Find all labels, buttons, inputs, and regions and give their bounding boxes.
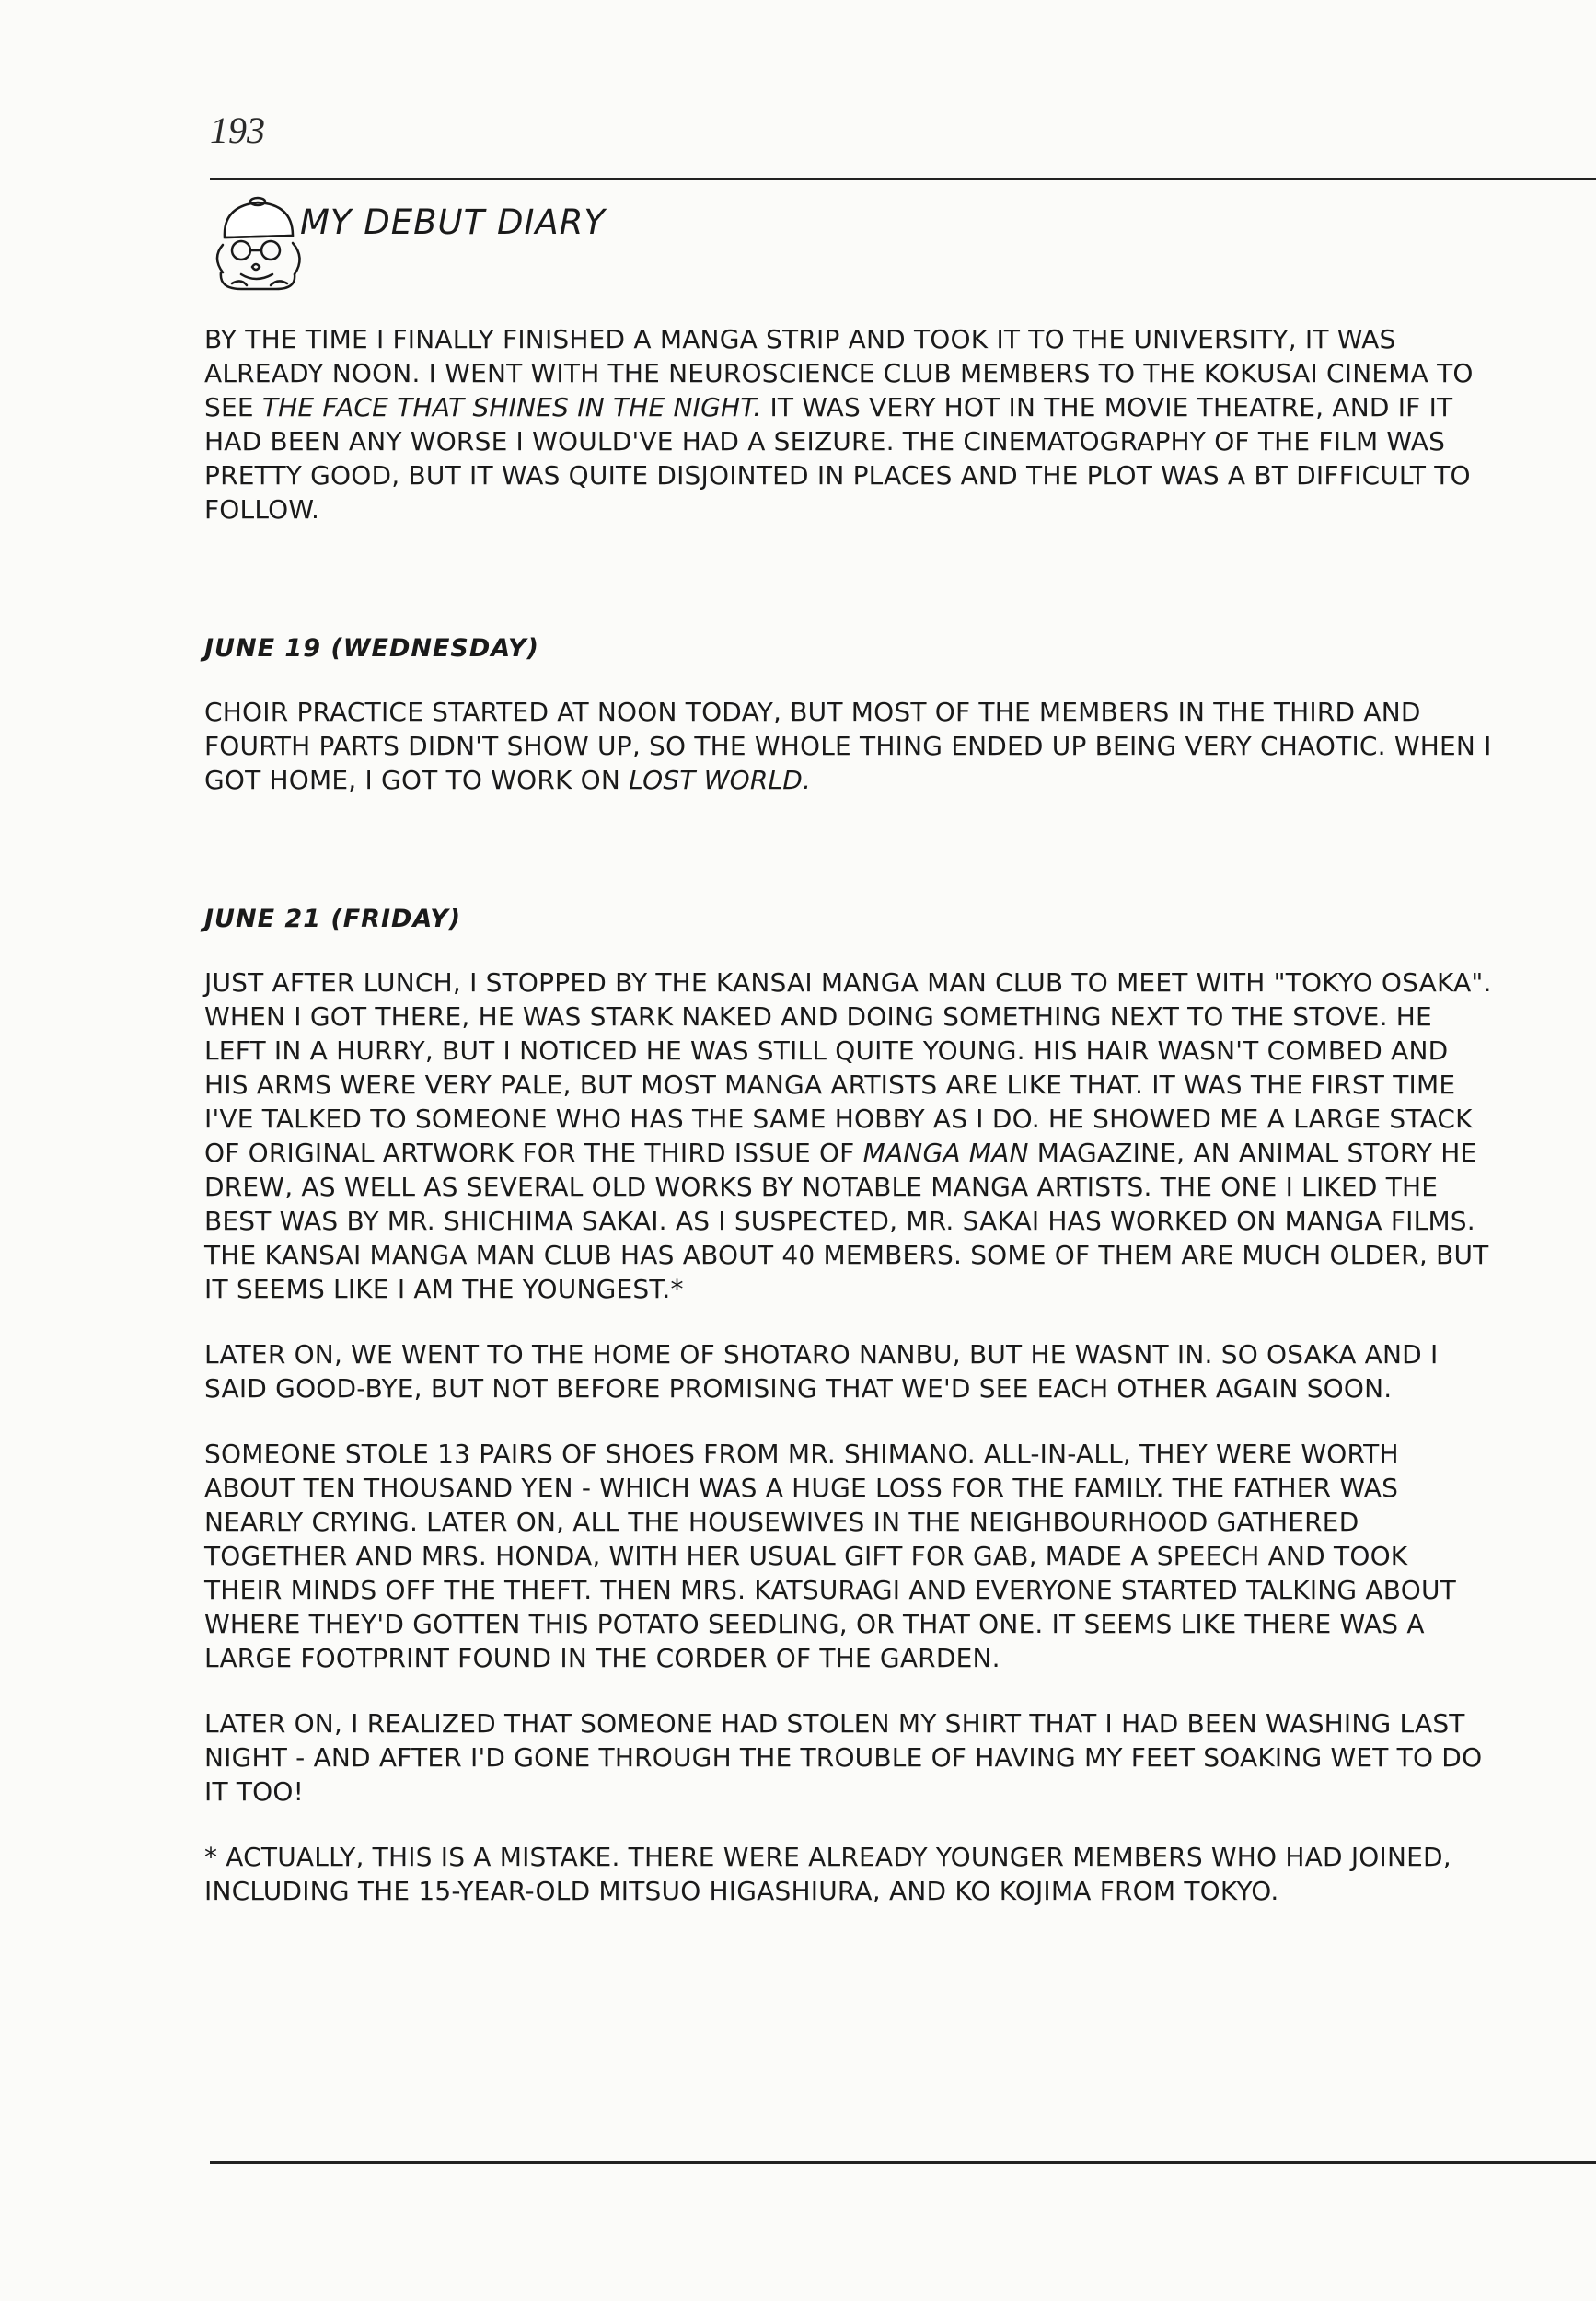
page-number: 193 <box>210 110 265 151</box>
footnote: * ACTUALLY, THIS IS A MISTAKE. THERE WERE ALREADY YOUNGER MEMBERS WHO HAD JOINED, INCLUDING THE 15-YEAR-OLD MITSUO HIGASHIURA, AND KO KOJIMA FROM TOKYO. <box>204 1842 1451 1906</box>
author-portrait-icon <box>204 193 315 295</box>
diary-content <box>204 322 1493 1908</box>
intro-paragraph: BY THE TIME I FINALLY FINISHED A MANGA STRIP AND TOOK IT TO THE UNIVERSITY, IT WAS ALREADY NOON. I WENT WITH THE NEUROSCIENCE CLUB MEMBERS TO THE KOKUSAI CINEMA TO SEE THE FACE THAT SHINES IN THE NIGHT. IT WAS VERY HOT IN THE MOVIE THEATRE, AND IF IT HAD BEEN ANY WORSE I WOULD'VE HAD A SEIZURE. THE CINEMATOGRAPHY OF THE FILM WAS PRETTY GOOD, BUT IT WAS QUITE DISJOINTED IN PLACES AND THE PLOT WAS A BT DIFFICULT TO FOLLOW. <box>204 324 1474 525</box>
june-21-paragraph-2: LATER ON, WE WENT TO THE HOME OF SHOTARO NANBU, BUT HE WASNT IN. SO OSAKA AND I SAID GOOD-BYE, BUT NOT BEFORE PROMISING THAT WE'D SEE EACH OTHER AGAIN SOON. <box>204 1339 1439 1404</box>
date-heading-june-21: JUNE 21 (FRIDAY) <box>204 905 462 933</box>
top-divider <box>210 178 1596 180</box>
date-heading-june-19: JUNE 19 (WEDNESDAY) <box>204 634 539 663</box>
magazine-title: MANGA MAN <box>862 1138 1029 1168</box>
june-21-paragraph-3: SOMEONE STOLE 13 PAIRS OF SHOES FROM MR. SHIMANO. ALL-IN-ALL, THEY WERE WORTH ABOUT TEN THOUSAND YEN - WHICH WAS A HUGE LOSS FOR THE FAMILY. THE FATHER WAS NEARLY CRYING. LATER ON, ALL THE HOUSEWIVES IN THE NEIGHBOURHOOD GATHERED TOGETHER AND MRS. HONDA, WITH HER USUAL GIFT FOR GAB, MADE A SPEECH AND TOOK THEIR MINDS OFF THE THEFT. THEN MRS. KATSURAGI AND EVERYONE STARTED TALKING ABOUT WHERE THEY'D GOTTEN THIS POTATO SEEDLING, OR THAT ONE. IT SEEMS LIKE THERE WAS A LARGE FOOTPRINT FOUND IN THE CORDER OF THE GARDEN. <box>204 1439 1456 1673</box>
section-title: MY DEBUT DIARY <box>300 202 607 242</box>
film-title: THE FACE THAT SHINES IN THE NIGHT. <box>261 392 762 422</box>
work-title: LOST WORLD. <box>629 765 812 795</box>
june-21-paragraph-4: LATER ON, I REALIZED THAT SOMEONE HAD STOLEN MY SHIRT THAT I HAD BEEN WASHING LAST NIGHT - AND AFTER I'D GONE THROUGH THE TROUBLE OF HAVING MY FEET SOAKING WET TO DO IT TOO! <box>204 1708 1483 1807</box>
june-21-paragraph-1: JUST AFTER LUNCH, I STOPPED BY THE KANSAI MANGA MAN CLUB TO MEET WITH "TOKYO OSAKA". WHEN I GOT THERE, HE WAS STARK NAKED AND DOING SOMETHING NEXT TO THE STOVE. HE LEFT IN A HURRY, BUT I NOTICED HE WAS STILL QUITE YOUNG. HIS HAIR WASN'T COMBED AND HIS ARMS WERE VERY PALE, BUT MOST MANGA ARTISTS ARE LIKE THAT. IT WAS THE FIRST TIME I'VE TALKED TO SOMEONE WHO HAS THE SAME HOBBY AS I DO. HE SHOWED ME A LARGE STACK OF ORIGINAL ARTWORK FOR THE THIRD ISSUE OF MANGA MAN MAGAZINE, AN ANIMAL STORY HE DREW, AS WELL AS SEVERAL OLD WORKS BY NOTABLE MANGA ARTISTS. THE ONE I LIKED THE BEST WAS BY MR. SHICHIMA SAKAI. AS I SUSPECTED, MR. SAKAI HAS WORKED ON MANGA FILMS. THE KANSAI MANGA MAN CLUB HAS ABOUT 40 MEMBERS. SOME OF THEM ARE MUCH OLDER, BUT IT SEEMS LIKE I AM THE YOUNGEST.* <box>204 967 1492 1304</box>
june-19-paragraph: CHOIR PRACTICE STARTED AT NOON TODAY, BUT MOST OF THE MEMBERS IN THE THIRD AND FOURTH PARTS DIDN'T SHOW UP, SO THE WHOLE THING ENDED UP BEING VERY CHAOTIC. WHEN I GOT HOME, I GOT TO WORK ON LOST WORLD. <box>204 697 1492 795</box>
bottom-divider <box>210 2161 1596 2164</box>
